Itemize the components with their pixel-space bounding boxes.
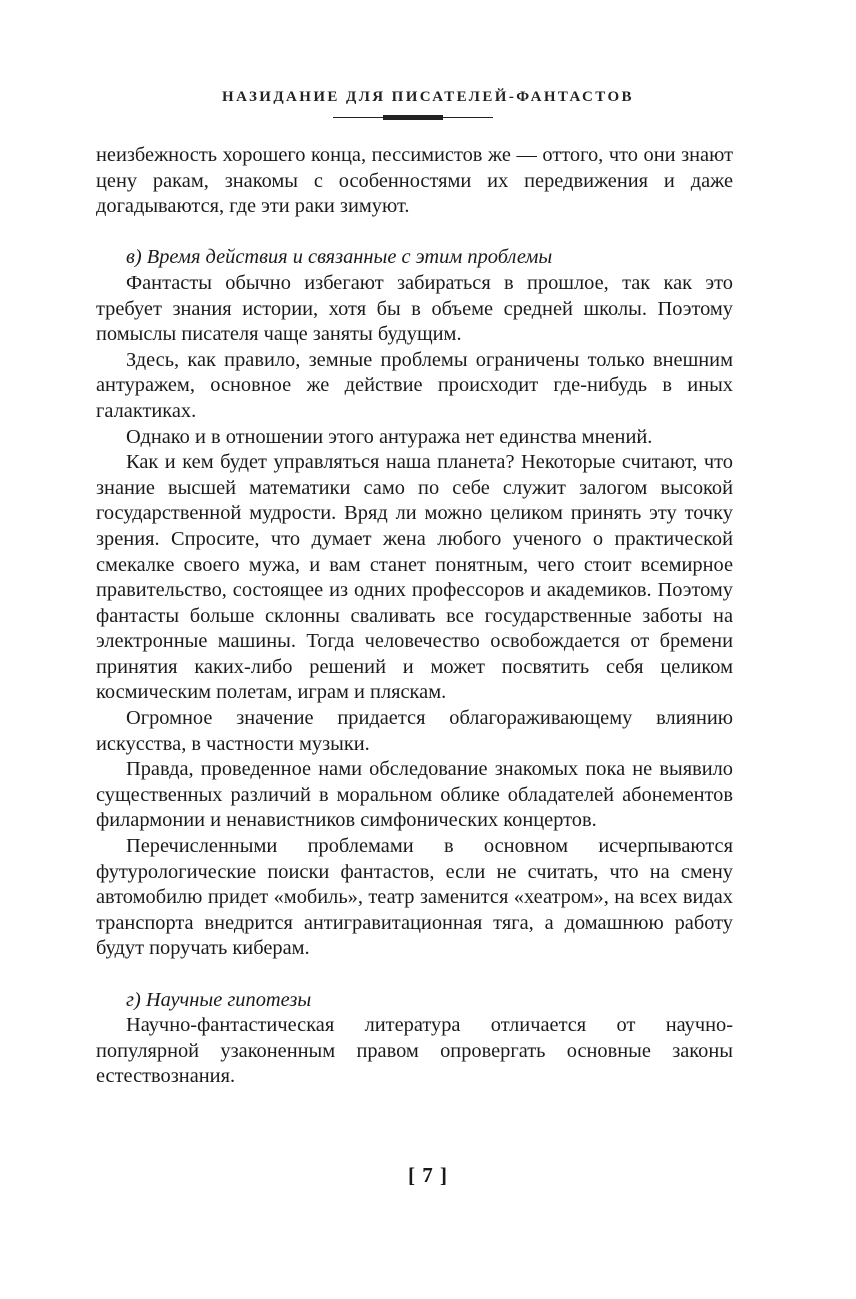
running-head-rule-accent [383, 115, 443, 120]
section-spacer [96, 962, 733, 988]
paragraph: Огромное значение придается облагораживающему влиянию искусства, в частности музыки. [96, 707, 733, 755]
running-head: НАЗИДАНИЕ ДЛЯ ПИСАТЕЛЕЙ-ФАНТАСТОВ [222, 89, 634, 105]
section-heading-v: в) Время действия и связанные с этим проблемы [126, 246, 553, 269]
paragraph: Фантасты обычно избегают забираться в прошлое, так как это требует знания истории, хотя бы в объеме средней школы. Поэтому помыслы писателя чаще заняты будущим. [96, 271, 733, 346]
section-heading-g: г) Научные гипотезы [126, 988, 312, 1011]
section-spacer [96, 220, 733, 246]
paragraph: Здесь, как правило, земные проблемы ограничены только внешним антуражем, основное же действие происходит где-нибудь в иных галактиках. [96, 348, 733, 422]
paragraph-continuation: неизбежность хорошего конца, пессимистов же — оттого, что они знают цену ракам, знакомы с особенностями их передвижения и даже догадываются, где эти раки зимуют. [96, 144, 733, 218]
page-number: [ 7 ] [408, 1163, 448, 1187]
paragraph: Перечисленными проблемами в основном исчерпываются футурологические поиски фантастов, если не считать, что на смену автомобилю придет «мобиль», театр заменится «хеатром», на всех видах транспорта внедрится антигравитационная тяга, а домашнюю работу будут поручать киберам. [96, 835, 733, 960]
paragraph: Правда, проведенное нами обследование знакомых пока не выявило существенных различий в моральном облике обладателей абонементов филармонии и ненавистников симфонических концертов. [96, 758, 733, 832]
body-text [96, 143, 733, 1090]
paragraph: Научно-фантастическая литература отличается от научно-популярной узаконенным правом опровергать основные законы естествознания. [96, 1014, 733, 1088]
paragraph: Как и кем будет управляться наша планета? Некоторые считают, что знание высшей математики само по себе служит залогом высокой государственной мудрости. Вряд ли можно целиком принять эту точку зрения. Спросите, что думает жена любого ученого о практической смекалке своего мужа, и вам станет понятным, чего стоит всемирное правительство, состоящее из одних профессоров и академиков. Поэтому фантасты больше склонны сваливать все государственные заботы на электронные машины. Тогда человечество освобождается от бремени принятия каких-либо решений и может посвятить себя целиком космическим полетам, играм и пляскам. [96, 451, 733, 704]
paragraph: Однако и в отношении этого антуража нет единства мнений. [126, 425, 653, 448]
